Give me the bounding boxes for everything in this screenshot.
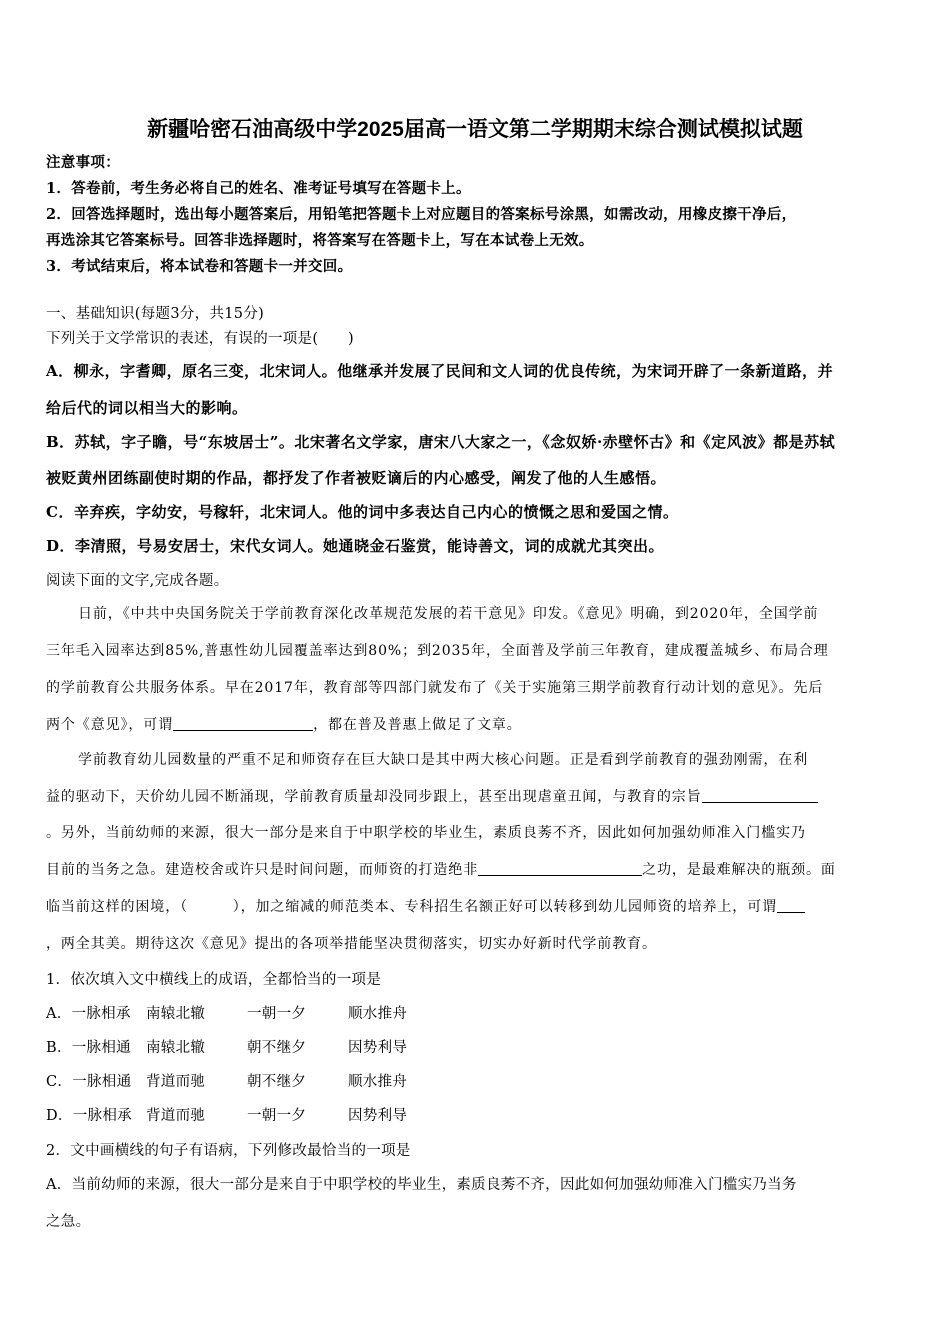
q2-stem: 2．文中画横线的句子有语病，下列修改最恰当的一项是 <box>46 1143 411 1159</box>
q1-option-c: C．一脉相通 背道而驰 朝不继夕 顺水推舟 <box>46 1074 408 1090</box>
option-b-line-1: B．苏轼，字子瞻，号“东坡居士”。北宋著名文学家，唐宋八大家之一，《念奴娇·赤壁怀古》和《定风波》都是苏轼 <box>46 433 836 451</box>
passage-line: 日前，《中共中央国务院关于学前教育深化改革规范发展的若干意见》印发。《意见》明确，到2020年，全国学前 <box>78 606 819 622</box>
option-d: D．李清照，号易安居士，宋代女词人。她通晓金石鉴赏，能诗善文，词的成就尤其突出。 <box>46 537 665 555</box>
q1-option-b: B．一脉相通 南辕北辙 朝不继夕 因势利导 <box>46 1040 408 1056</box>
passage-line <box>46 714 522 734</box>
passage-text: 益的驱动下，天价幼儿园不断涌现，学前教育质量却没同步跟上，甚至出现虐童丑闻，与教育的宗旨 <box>46 789 702 805</box>
passage-line: ，两全其美。期待这次《意见》提出的各项举措能坚决贯彻落实，切实办好新时代学前教育。 <box>46 936 657 952</box>
passage-line: 学前教育幼儿园数量的严重不足和师资存在巨大缺口是其中两大核心问题。正是看到学前教育的强劲刚需，在利 <box>78 752 809 768</box>
fill-blank-2 <box>702 788 818 803</box>
passage-line-underlined: 。另外，当前幼师的来源，很大一部分是来自于中职学校的毕业生，素质良莠不齐，因此如何加强幼师准入门槛实乃 <box>46 825 806 841</box>
passage-text: 临当前这样的困境，（ ），加之缩减的师范类本、专科招生名额正好可以转移到幼儿园师资的培养上，可谓 <box>46 899 777 915</box>
passage-line <box>46 859 836 879</box>
option-a-line-2: 给后代的词以相当大的影响。 <box>46 399 248 417</box>
question-stem: 下列关于文学常识的表述，有误的一项是( ) <box>46 331 354 347</box>
notes-heading: 注意事项： <box>46 154 120 171</box>
passage-text: 目前的当务之急。建造校舍或许只是时间问题，而师资的打造绝非 <box>46 862 479 878</box>
q2-option-a-line-2: 之急。 <box>46 1214 91 1230</box>
section-heading: 一、基础知识(每题3分，共15分) <box>46 306 265 322</box>
fill-blank-1 <box>173 716 313 731</box>
passage-text: ，都在普及普惠上做足了文章。 <box>313 717 522 733</box>
passage-line: 的学前教育公共服务体系。早在2017年，教育部等四部门就发布了《关于实施第三期学前教育行动计划的意见》。先后 <box>46 680 824 696</box>
passage-line: 三年毛入园率达到85%,普惠性幼儿园覆盖率达到80%；到2035年，全面普及学前三年教育，建成覆盖城乡、布局合理 <box>46 643 829 659</box>
passage-line <box>46 786 818 806</box>
reading-intro: 阅读下面的文字,完成各题。 <box>46 573 229 589</box>
note-item-1: 1．答卷前，考生务必将自己的姓名、准考证号填写在答题卡上。 <box>46 180 471 197</box>
note-item-2a: 2．回答选择题时，选出每小题答案后，用铅笔把答题卡上对应题目的答案标号涂黑，如需改动，用橡皮擦干净后， <box>46 206 797 223</box>
page-title: 新疆哈密石油高级中学2025届高一语文第二学期期末综合测试模拟试题 <box>147 118 803 141</box>
fill-blank-4 <box>777 898 805 913</box>
passage-text: 之功，是最难解决的瓶颈。面 <box>642 862 836 878</box>
fill-blank-3 <box>478 861 642 876</box>
note-item-3: 3．考试结束后，将本试卷和答题卡一并交回。 <box>46 258 353 275</box>
note-item-2b: 再选涂其它答案标号。回答非选择题时，将答案写在答题卡上，写在本试卷上无效。 <box>46 232 594 249</box>
passage-line <box>46 896 805 916</box>
q1-stem: 1．依次填入文中横线上的成语，全都恰当的一项是 <box>46 972 382 988</box>
q2-option-a-line-1: A．当前幼师的来源，很大一部分是来自于中职学校的毕业生，素质良莠不齐，因此如何加强幼师准入门槛实乃当务 <box>46 1177 797 1193</box>
option-a-line-1: A．柳永，字耆卿，原名三变，北宋词人。他继承并发展了民间和文人词的优良传统，为宋词开辟了一条新道路，并 <box>46 362 834 380</box>
option-b-line-2: 被贬黄州团练副使时期的作品，都抒发了作者被贬谪后的内心感受，阐发了他的人生感悟。 <box>46 469 667 487</box>
option-c: C．辛弃疾，字幼安，号稼轩，北宋词人。他的词中多表达自己内心的愤慨之思和爱国之情。 <box>46 503 679 521</box>
passage-text: 两个《意见》，可谓 <box>46 717 174 733</box>
q1-option-d: D．一脉相承 背道而驰 一朝一夕 因势利导 <box>46 1108 408 1124</box>
q1-option-a: A．一脉相承 南辕北辙 一朝一夕 顺水推舟 <box>46 1006 408 1022</box>
